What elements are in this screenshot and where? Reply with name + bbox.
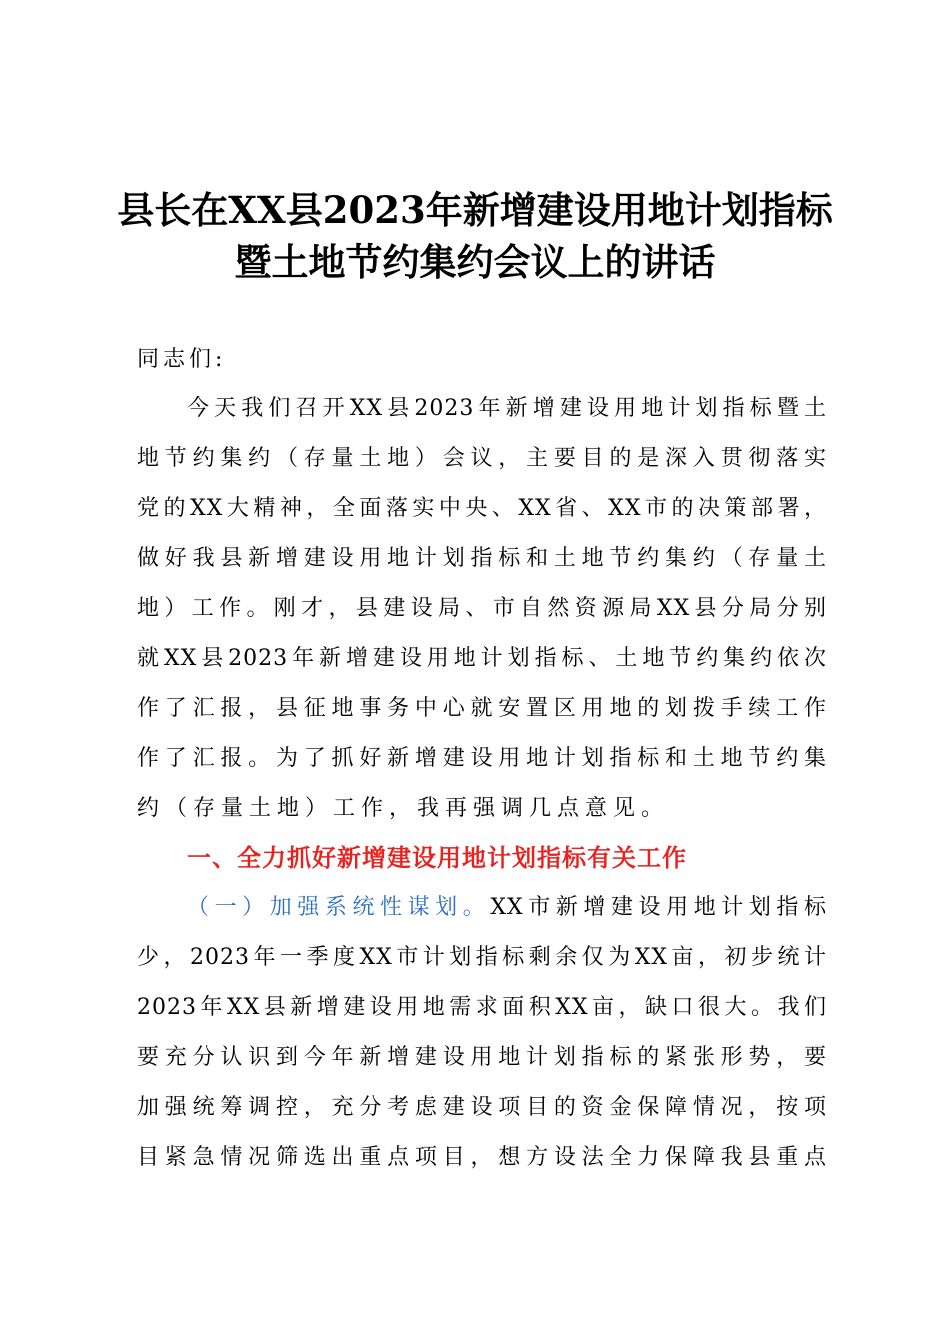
subsection-heading-1: （一）加强系统性谋划。 — [187, 895, 491, 920]
document-title-line-2: 暨土地节约集约会议上的讲话 — [234, 240, 716, 284]
subsection-line: 目紧急情况筛选出重点项目，想方设法全力保障我县重点 — [137, 1145, 827, 1170]
subsection-line: 2023年XX县新增建设用地需求面积XX亩，缺口很大。我们 — [137, 995, 827, 1020]
intro-line: 就XX县2023年新增建设用地计划指标、土地节约集约依次 — [137, 646, 827, 671]
intro-line: 今天我们召开XX县2023年新增建设用地计划指标暨土 — [187, 396, 827, 421]
intro-line: 做好我县新增建设用地计划指标和土地节约集约（存量土 — [137, 546, 827, 571]
intro-line: 地）工作。刚才，县建设局、市自然资源局XX县分局分别 — [137, 596, 827, 621]
subsection-first-line — [187, 890, 827, 921]
subsection-line: 加强统筹调控，充分考虑建设项目的资金保障情况，按项 — [137, 1095, 827, 1120]
section-heading-1: 一、全力抓好新增建设用地计划指标有关工作 — [187, 844, 687, 872]
intro-line: 约（存量土地）工作，我再强调几点意见。 — [137, 796, 670, 821]
intro-line: 党的XX大精神，全面落实中央、XX省、XX市的决策部署， — [137, 496, 827, 521]
subsection-line: 要充分认识到今年新增建设用地计划指标的紧张形势，要 — [137, 1045, 827, 1070]
subsection-line: 少，2023年一季度XX市计划指标剩余仅为XX亩，初步统计 — [137, 945, 827, 970]
greeting: 同志们: — [137, 347, 227, 372]
intro-line: 地节约集约（存量土地）会议，主要目的是深入贯彻落实 — [137, 446, 827, 471]
subsection-first-line-text: XX市新增建设用地计划指标 — [490, 895, 827, 920]
intro-line: 作了汇报。为了抓好新增建设用地计划指标和土地节约集 — [137, 746, 827, 771]
intro-line: 作了汇报，县征地事务中心就安置区用地的划拨手续工作 — [137, 696, 827, 721]
document-title-line-1: 县长在XX县2023年新增建设用地计划指标 — [117, 188, 833, 232]
